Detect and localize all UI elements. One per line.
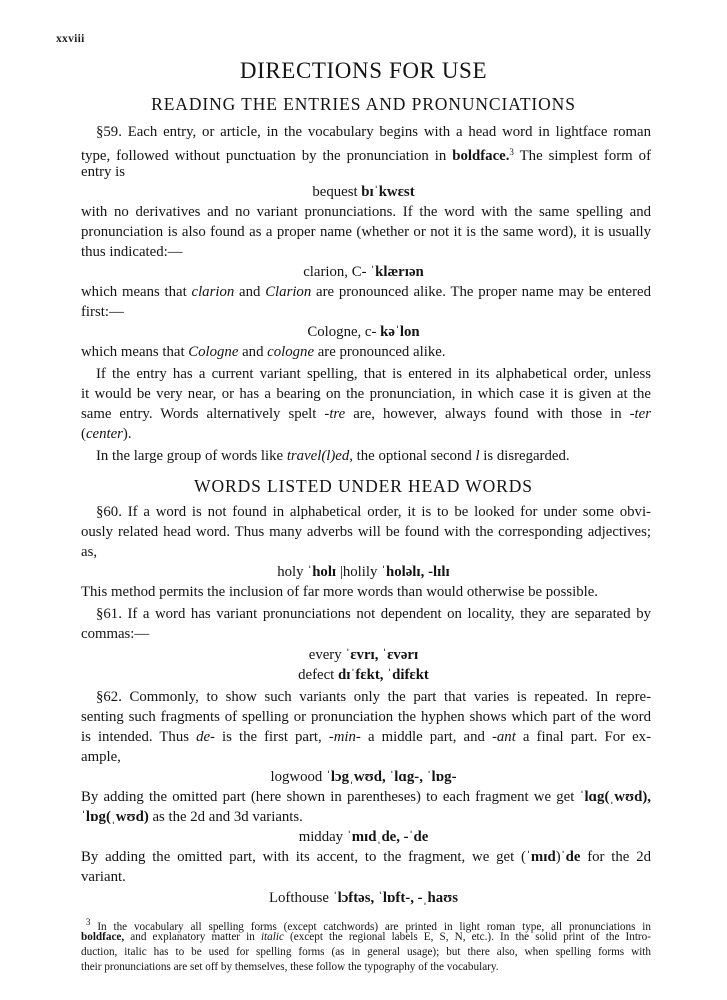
paragraph-62-line: senting such fragments of spelling or pronunciation the hyphen shows which part of the word (81, 709, 651, 725)
paragraph-59-line: entry is (81, 164, 125, 180)
section-heading-reading-entries: READING THE ENTRIES AND PRONUNCIATIONS (151, 94, 576, 114)
paragraph-59-line: thus indicated:— (81, 244, 183, 260)
footnote-ref: 3 (509, 147, 514, 157)
page-number: xxviii (56, 33, 85, 45)
footnote-line: their pronunciations are set off by themselves, these follow the typography of the vocabulary. (81, 961, 499, 973)
paragraph-variant-spelling-line: it would be very near, or has a bearing on the pronunciation, in which case it is given at the (81, 386, 651, 402)
footnote-line: duction, italic has to be used for spelling forms (as in general usage); but there also, when spelling forms with (81, 946, 651, 958)
paragraph-62-line: ample, (81, 749, 121, 765)
paragraph-travelled-line: In the large group of words like travel(l)ed, the optional second l is disregarded. (96, 448, 570, 464)
example-midday: midday ˈmɪdˌde, -ˈde (298, 829, 429, 845)
page-title: DIRECTIONS FOR USE (239, 58, 488, 83)
paragraph-59-line: first:— (81, 304, 124, 320)
paragraph-59-line: with no derivatives and no variant pronunciations. If the word with the same spelling and (81, 204, 651, 220)
paragraph-59-line: which means that clarion and Clarion are pronounced alike. The proper name may be entered (81, 284, 652, 300)
example-lofthouse: Lofthouse ˈlɔftəs, ˈlɒft-, -ˌhaʊs (269, 890, 458, 906)
paragraph-variant-spelling-line: (center). (81, 426, 132, 442)
paragraph-60-line: ously related head word. Thus many adverbs will be found with the corresponding adjectives; (81, 524, 651, 540)
example-logwood: logwood ˈlɔgˌwʊd, ˈlɑg-, ˈlɒg- (270, 769, 457, 785)
paragraph-61-line: commas:— (81, 626, 150, 642)
example-clarion: clarion, C- ˈklærɪən (303, 264, 424, 280)
example-every: every ˈɛvrɪ, ˈɛvərɪ (308, 647, 419, 663)
example-bequest: bequest bɪˈkwɛst (312, 184, 415, 200)
paragraph-60-line: This method permits the inclusion of far more words than would otherwise be possible. (81, 584, 598, 600)
paragraph-62-line: §62. Commonly, to show such variants only the part that varies is repeated. In repre- (96, 689, 651, 705)
paragraph-62-line: By adding the omitted part, with its accent, to the fragment, we get (ˈmɪd)ˈde for the 2d (81, 849, 651, 865)
paragraph-variant-spelling-line: If the entry has a current variant spelling, that is entered in its alphabetical order, unless (96, 366, 651, 382)
example-holy: holy ˈholɪ |holily ˈholəlɪ, -lɪlɪ (277, 564, 450, 580)
paragraph-60-line: as, (81, 544, 98, 560)
paragraph-59-line: §59. Each entry, or article, in the vocabulary begins with a head word in lightface roman (96, 124, 651, 140)
example-defect: defect dɪˈfɛkt, ˈdifɛkt (298, 667, 429, 683)
section-heading-head-words: WORDS LISTED UNDER HEAD WORDS (194, 476, 533, 496)
paragraph-62-line: ˈlɒg(ˌwʊd) as the 2d and 3d variants. (81, 809, 303, 825)
footnote-line: $^3$ In the vocabulary all spelling forms (except catchwords) are printed in light roman type, all pronunciations in (86, 917, 651, 933)
paragraph-62-line: variant. (81, 869, 126, 885)
paragraph-60-line: §60. If a word is not found in alphabetical order, it is to be looked for under some obvi- (96, 504, 651, 520)
paragraph-59-line: which means that Cologne and cologne are pronounced alike. (81, 344, 446, 360)
paragraph-62-line: By adding the omitted part (here shown in parentheses) to each fragment we get ˈlɑg(ˌwʊd), (81, 789, 651, 805)
example-cologne: Cologne, c- kəˈlon (307, 324, 420, 340)
footnote-line: boldface, and explanatory matter in italic (except the regional labels E, S, N, etc.). In the solid print of the Intro- (81, 931, 651, 943)
paragraph-59-line: pronunciation is also found as a proper name (whether or not it is the same word), it is usually (81, 224, 651, 240)
paragraph-variant-spelling-line: same entry. Words alternatively spelt -tre are, however, always found with those in -ter (81, 406, 651, 422)
paragraph-62-line: is intended. Thus de- is the first part, -min- a middle part, and -ant a final part. For ex- (81, 729, 651, 745)
footnote-marker: 3 (86, 917, 91, 927)
paragraph-59-line: type, followed without punctuation by the pronunciation in boldface.$^3$ The simplest form of (81, 147, 652, 164)
paragraph-61-line: §61. If a word has variant pronunciations not dependent on locality, they are separated by (96, 606, 651, 622)
